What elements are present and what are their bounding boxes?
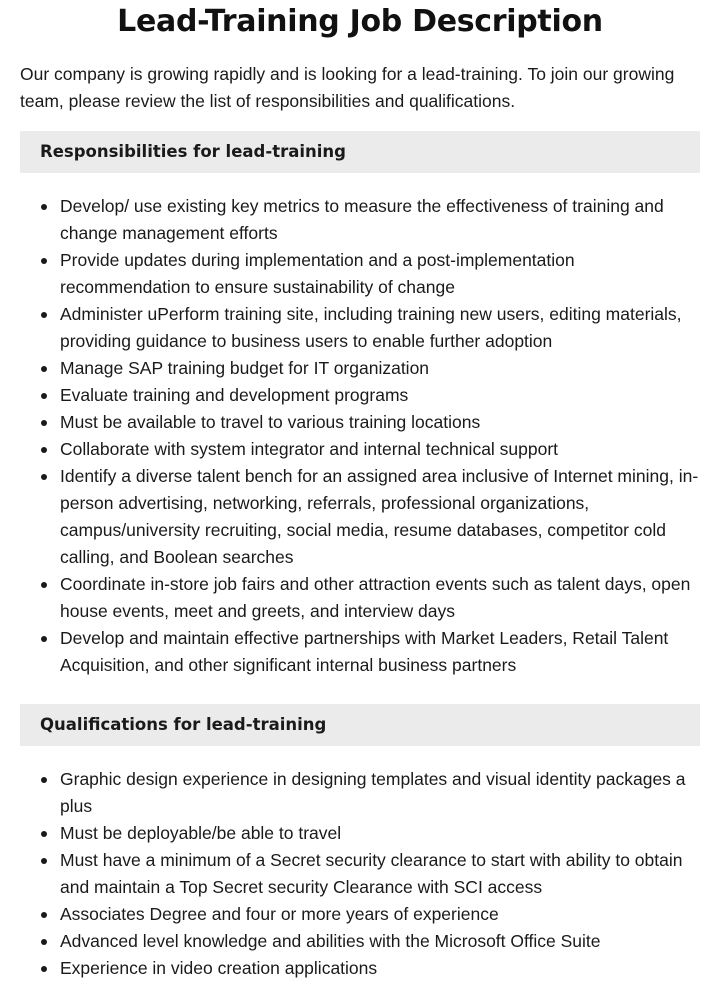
list-item-text: Must be available to travel to various training locations [60, 412, 481, 432]
bullet-icon [41, 204, 47, 210]
list-item [20, 247, 700, 301]
qualifications-heading: Qualifications for lead-training [20, 704, 700, 746]
responsibilities-heading: Responsibilities for lead-training [20, 131, 700, 173]
list-item [20, 625, 700, 679]
list-item-text: Experience in video creation applications [60, 958, 378, 978]
bullet-icon [41, 777, 47, 783]
bullet-icon [41, 258, 47, 264]
bullet-icon [41, 447, 47, 453]
list-item-text: Develop and maintain effective partnerships with Market Leaders, Retail Talent Acquisition, and other significant internal business partners [60, 628, 669, 675]
bullet-icon [41, 366, 47, 372]
bullet-icon [41, 393, 47, 399]
list-item [20, 571, 700, 625]
bullet-icon [41, 966, 47, 972]
list-item-text: Develop/ use existing key metrics to measure the effectiveness of training and change management efforts [60, 196, 664, 243]
list-item [20, 463, 700, 571]
list-item [20, 820, 700, 847]
bullet-icon [41, 912, 47, 918]
bullet-icon [41, 312, 47, 318]
list-item [20, 928, 700, 955]
bullet-icon [41, 474, 47, 480]
page-title: Lead-Training Job Description [117, 4, 603, 39]
list-item [20, 382, 700, 409]
list-item-text: Collaborate with system integrator and internal technical support [60, 439, 559, 459]
list-item [20, 436, 700, 463]
bullet-icon [41, 636, 47, 642]
list-item-text: Advanced level knowledge and abilities with the Microsoft Office Suite [60, 931, 601, 951]
list-item-text: Manage SAP training budget for IT organization [60, 358, 430, 378]
list-item [20, 766, 700, 820]
bullet-icon [41, 420, 47, 426]
list-item [20, 847, 700, 901]
list-item [20, 193, 700, 247]
list-item-text: Graphic design experience in designing templates and visual identity packages a plus [60, 769, 686, 816]
list-item [20, 901, 700, 928]
list-item-text: Must be deployable/be able to travel [60, 823, 342, 843]
list-item-text: Evaluate training and development programs [60, 385, 409, 405]
list-item [20, 955, 700, 982]
list-item-text: Associates Degree and four or more years of experience [60, 904, 499, 924]
list-item-text: Coordinate in-store job fairs and other attraction events such as talent days, open house events, meet and greets, and interview days [60, 574, 691, 621]
bullet-icon [41, 939, 47, 945]
intro-paragraph: Our company is growing rapidly and is looking for a lead-training. To join our growing team, please review the list of responsibilities and qualifications. [20, 64, 675, 111]
bullet-icon [41, 831, 47, 837]
bullet-icon [41, 582, 47, 588]
list-item-text: Identify a diverse talent bench for an assigned area inclusive of Internet mining, in-person advertising, networking, referrals, professional organizations, campus/university recruiting, social media, resume databases, competitor cold calling, and Boolean searches [60, 466, 699, 567]
list-item-text: Administer uPerform training site, including training new users, editing materials, providing guidance to business users to enable further adoption [60, 304, 682, 351]
list-item [20, 355, 700, 382]
list-item [20, 301, 700, 355]
qualifications-list [20, 766, 700, 982]
list-item-text: Provide updates during implementation and a post-implementation recommendation to ensure sustainability of change [60, 250, 575, 297]
list-item-text: Must have a minimum of a Secret security clearance to start with ability to obtain and maintain a Top Secret security Clearance with SCI access [60, 850, 683, 897]
responsibilities-list [20, 193, 700, 679]
bullet-icon [41, 858, 47, 864]
list-item [20, 409, 700, 436]
